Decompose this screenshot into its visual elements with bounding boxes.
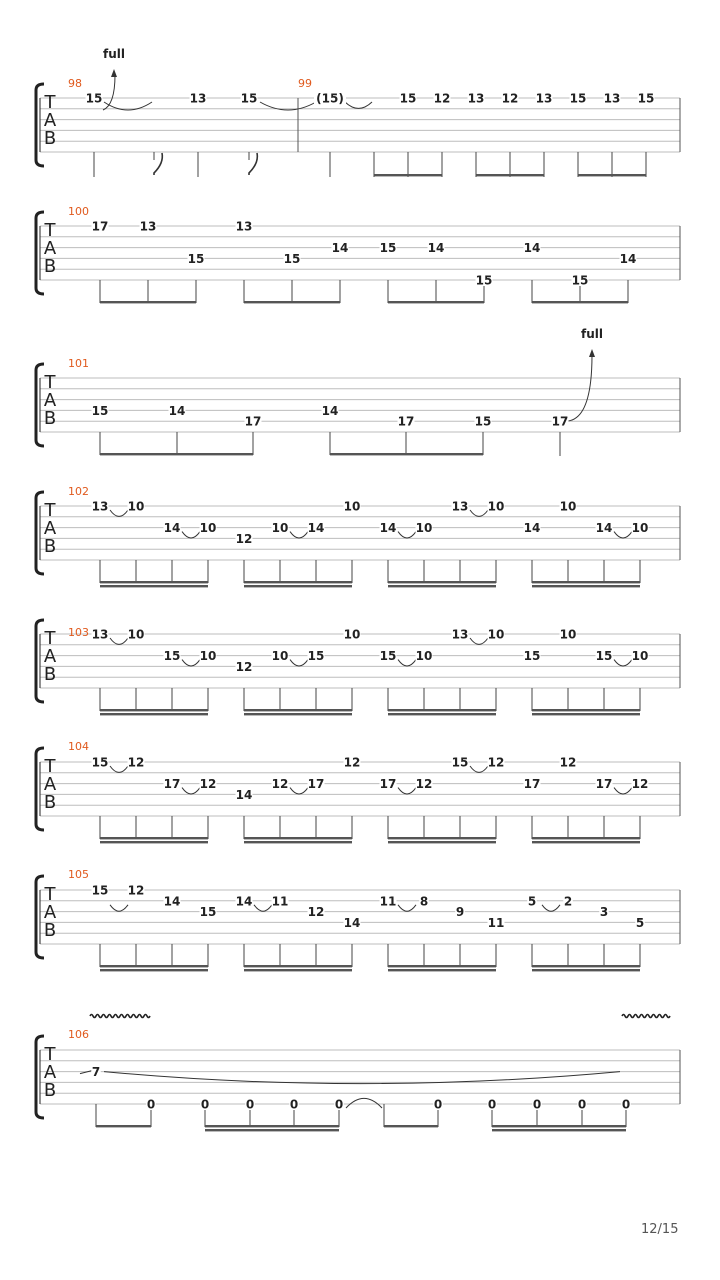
- fret-number: 7: [91, 1065, 101, 1080]
- measure-number: 106: [68, 1028, 89, 1041]
- bend-curve: [568, 355, 592, 421]
- fret-number: 15: [595, 649, 613, 664]
- tab-clef-a: A: [43, 390, 57, 411]
- fret-number: 14: [235, 787, 253, 802]
- staff-lines: [40, 634, 680, 688]
- fret-number: 11: [271, 894, 289, 909]
- bend-curve: [103, 75, 115, 110]
- fret-number: 0: [621, 1097, 631, 1112]
- note-flag: [154, 153, 162, 175]
- tab-system-7: [36, 868, 680, 971]
- fret-number: 12: [343, 755, 361, 770]
- beam: [532, 713, 640, 715]
- tab-clef-t: T: [44, 220, 56, 241]
- beam: [388, 585, 496, 587]
- beam: [100, 453, 253, 455]
- beam: [244, 969, 352, 971]
- tab-clef-b: B: [43, 664, 57, 685]
- tie-arc: [104, 1072, 620, 1084]
- tab-clef-t: T: [44, 628, 56, 649]
- beam: [100, 837, 208, 839]
- fret-number: 13: [451, 499, 469, 514]
- fret-number: 10: [487, 499, 505, 514]
- tab-clef-t: T: [44, 92, 56, 113]
- fret-number: 12: [235, 659, 253, 674]
- tie-arc: [290, 788, 308, 794]
- fret-number: 12: [271, 777, 289, 792]
- fret-number: 10: [343, 499, 361, 514]
- fret-number: 15: [85, 91, 103, 106]
- fret-number: 10: [271, 521, 289, 536]
- fret-number: 0: [200, 1097, 210, 1112]
- fret-number: 10: [199, 521, 217, 536]
- staff-lines: [40, 506, 680, 560]
- fret-number: 10: [415, 521, 433, 536]
- tie-arc: [110, 905, 128, 911]
- beam: [205, 1125, 339, 1127]
- fret-number: 14: [595, 521, 613, 536]
- beam: [244, 301, 340, 303]
- tie-arc: [182, 788, 200, 794]
- measure-number: 105: [68, 868, 89, 881]
- fret-number: 17: [523, 777, 541, 792]
- note-flag: [249, 153, 257, 175]
- fret-number: 10: [559, 499, 577, 514]
- fret-number: 12: [127, 883, 145, 898]
- tab-clef-b: B: [43, 128, 57, 149]
- fret-number: 17: [551, 414, 569, 429]
- tab-clef-a: A: [43, 518, 57, 539]
- beam: [100, 965, 208, 967]
- tie-arc: [290, 532, 308, 538]
- tab-clef-a: A: [43, 110, 57, 131]
- tie-arc: [110, 510, 128, 516]
- fret-number: 15: [199, 905, 217, 920]
- fret-number: 0: [245, 1097, 255, 1112]
- tie-arc: [614, 660, 632, 666]
- fret-number: 14: [321, 403, 339, 418]
- fret-number: 14: [168, 403, 186, 418]
- tie-arc: [398, 905, 416, 911]
- fret-number: 15: [475, 273, 493, 288]
- tie-arc: [290, 660, 308, 666]
- fret-number: 14: [619, 251, 637, 266]
- measure-number: 103: [68, 626, 89, 639]
- fret-number: 12: [433, 91, 451, 106]
- tie-arc: [614, 788, 632, 794]
- fret-number: 12: [487, 755, 505, 770]
- tie-arc: [345, 102, 372, 108]
- measure-number: 100: [68, 205, 89, 218]
- beam: [492, 1129, 626, 1131]
- fret-number: 15: [637, 91, 655, 106]
- staff-lines: [40, 762, 680, 816]
- fret-number: 11: [487, 915, 505, 930]
- fret-number: 13: [235, 219, 253, 234]
- fret-number: 15: [474, 414, 492, 429]
- vibrato-mark: [90, 1015, 150, 1018]
- beam: [100, 713, 208, 715]
- tab-system-3: [36, 327, 680, 456]
- beam: [388, 581, 496, 583]
- fret-number: 12: [415, 777, 433, 792]
- fret-number: 14: [163, 521, 181, 536]
- fret-number: 0: [334, 1097, 344, 1112]
- beam: [374, 174, 442, 176]
- fret-number: 12: [559, 755, 577, 770]
- fret-number: 17: [307, 777, 325, 792]
- fret-number: 15: [187, 251, 205, 266]
- tab-clef-b: B: [43, 408, 57, 429]
- bend-arrowhead: [111, 69, 117, 77]
- fret-number: 17: [163, 777, 181, 792]
- beam: [96, 1125, 151, 1127]
- fret-number: 14: [343, 915, 361, 930]
- fret-number: 15: [91, 403, 109, 418]
- fret-number: 12: [199, 777, 217, 792]
- fret-number: 5: [635, 915, 645, 930]
- beam: [100, 301, 196, 303]
- fret-number: 10: [271, 649, 289, 664]
- tab-clef-b: B: [43, 1080, 57, 1101]
- beam: [388, 837, 496, 839]
- tie-arc: [110, 766, 128, 772]
- tie-arc: [542, 905, 560, 911]
- fret-number: 10: [127, 499, 145, 514]
- beam: [244, 965, 352, 967]
- measure-number: 104: [68, 740, 89, 753]
- fret-number: 8: [419, 894, 429, 909]
- tab-clef-a: A: [43, 774, 57, 795]
- fret-number: 13: [535, 91, 553, 106]
- measure-number: 102: [68, 485, 89, 498]
- fret-number: 14: [163, 894, 181, 909]
- bend-label: full: [103, 47, 125, 61]
- tab-clef-b: B: [43, 256, 57, 277]
- fret-number: 10: [415, 649, 433, 664]
- tab-clef-t: T: [44, 372, 56, 393]
- fret-number: 15: [283, 251, 301, 266]
- fret-number: 12: [631, 777, 649, 792]
- fret-number: 0: [487, 1097, 497, 1112]
- fret-number: 13: [139, 219, 157, 234]
- fret-number: 0: [289, 1097, 299, 1112]
- beam: [532, 841, 640, 843]
- fret-number: 15: [379, 649, 397, 664]
- tab-clef-a: A: [43, 1062, 57, 1083]
- beam: [388, 841, 496, 843]
- tab-clef-a: A: [43, 238, 57, 259]
- fret-number: 17: [379, 777, 397, 792]
- tab-clef-t: T: [44, 884, 56, 905]
- fret-number: 0: [532, 1097, 542, 1112]
- fret-number: 15: [571, 273, 589, 288]
- beam: [244, 841, 352, 843]
- fret-number: 17: [244, 414, 262, 429]
- beam: [244, 713, 352, 715]
- fret-number: 15: [451, 755, 469, 770]
- beam: [532, 585, 640, 587]
- tie-arc: [182, 660, 200, 666]
- tab-system-4: [36, 485, 680, 587]
- beam: [100, 581, 208, 583]
- beam: [492, 1125, 626, 1127]
- tie-arc: [398, 532, 416, 538]
- bend-label: full: [581, 327, 603, 341]
- fret-number: 14: [307, 521, 325, 536]
- staff-lines: [40, 98, 680, 152]
- fret-number: 3: [599, 905, 609, 920]
- vibrato-mark: [622, 1015, 670, 1018]
- fret-number: 10: [631, 521, 649, 536]
- tab-clef-b: B: [43, 536, 57, 557]
- fret-number: 0: [433, 1097, 443, 1112]
- beam: [244, 837, 352, 839]
- beam: [244, 585, 352, 587]
- tab-clef-a: A: [43, 646, 57, 667]
- beam: [532, 581, 640, 583]
- fret-number: 15: [91, 883, 109, 898]
- bend-arrowhead: [589, 349, 595, 357]
- fret-number: 10: [631, 649, 649, 664]
- fret-number: 5: [527, 894, 537, 909]
- beam: [388, 713, 496, 715]
- beam: [205, 1129, 339, 1131]
- fret-number: 15: [91, 755, 109, 770]
- fret-number: 12: [501, 91, 519, 106]
- fret-number: 14: [427, 241, 445, 256]
- fret-number: 15: [399, 91, 417, 106]
- fret-number: 15: [240, 91, 258, 106]
- fret-number: 13: [451, 627, 469, 642]
- fret-number: 10: [343, 627, 361, 642]
- beam: [244, 581, 352, 583]
- fret-number: 14: [235, 894, 253, 909]
- tab-clef-b: B: [43, 920, 57, 941]
- fret-number: 2: [563, 894, 573, 909]
- tie-arc: [346, 1098, 382, 1108]
- tie-arc: [254, 905, 272, 911]
- beam: [100, 585, 208, 587]
- beam: [100, 841, 208, 843]
- beam: [330, 453, 483, 455]
- fret-number: 15: [163, 649, 181, 664]
- fret-number: 14: [523, 241, 541, 256]
- beam: [532, 709, 640, 711]
- fret-number: 17: [91, 219, 109, 234]
- fret-number: 10: [199, 649, 217, 664]
- fret-number: 15: [307, 649, 325, 664]
- beam: [532, 969, 640, 971]
- tie-arc: [398, 788, 416, 794]
- fret-number: 0: [146, 1097, 156, 1112]
- tab-system-5: [36, 620, 680, 715]
- tie-arc: [110, 638, 128, 644]
- tab-system-6: [36, 740, 680, 843]
- staff-lines: [40, 378, 680, 432]
- fret-number: 14: [523, 521, 541, 536]
- fret-number: 9: [455, 905, 465, 920]
- beam: [578, 174, 646, 176]
- tab-system-1: [36, 47, 680, 177]
- fret-number: 14: [379, 521, 397, 536]
- fret-number: 17: [595, 777, 613, 792]
- tie-arc: [470, 766, 488, 772]
- fret-number: 17: [397, 414, 415, 429]
- tie-arc: [182, 532, 200, 538]
- fret-number: 13: [189, 91, 207, 106]
- tie-arc: [470, 510, 488, 516]
- beam: [532, 837, 640, 839]
- beam: [100, 709, 208, 711]
- fret-number: 10: [127, 627, 145, 642]
- tab-clef-t: T: [44, 500, 56, 521]
- staff-lines: [40, 226, 680, 280]
- tab-clef-a: A: [43, 902, 57, 923]
- fret-number: 0: [577, 1097, 587, 1112]
- tab-system-2: [36, 205, 680, 303]
- fret-number: 12: [235, 531, 253, 546]
- fret-number: 10: [487, 627, 505, 642]
- staff-lines: [40, 1050, 680, 1104]
- beam: [388, 969, 496, 971]
- fret-number: 13: [91, 627, 109, 642]
- beam: [388, 965, 496, 967]
- tie-arc: [398, 660, 416, 666]
- fret-number: (15): [316, 91, 344, 106]
- fret-number: 15: [569, 91, 587, 106]
- fret-number: 10: [559, 627, 577, 642]
- beam: [532, 965, 640, 967]
- fret-number: 14: [331, 241, 349, 256]
- fret-number: 12: [307, 905, 325, 920]
- beam: [384, 1125, 438, 1127]
- fret-number: 15: [523, 649, 541, 664]
- fret-number: 15: [379, 241, 397, 256]
- tab-system-8: [36, 1015, 680, 1132]
- fret-number: 12: [127, 755, 145, 770]
- measure-number: 98: [68, 77, 82, 90]
- fret-number: 13: [467, 91, 485, 106]
- tab-clef-t: T: [44, 1044, 56, 1065]
- fret-number: 13: [603, 91, 621, 106]
- beam: [532, 301, 628, 303]
- fret-number: 13: [91, 499, 109, 514]
- measure-number: 99: [298, 77, 312, 90]
- tab-clef-t: T: [44, 756, 56, 777]
- beam: [388, 301, 484, 303]
- tie-arc: [614, 532, 632, 538]
- beam: [100, 969, 208, 971]
- fret-number: 11: [379, 894, 397, 909]
- beam: [476, 174, 544, 176]
- page-number: 12/15: [641, 1222, 679, 1237]
- tie-arc: [470, 638, 488, 644]
- beam: [388, 709, 496, 711]
- measure-number: 101: [68, 357, 89, 370]
- beam: [244, 709, 352, 711]
- tab-clef-b: B: [43, 792, 57, 813]
